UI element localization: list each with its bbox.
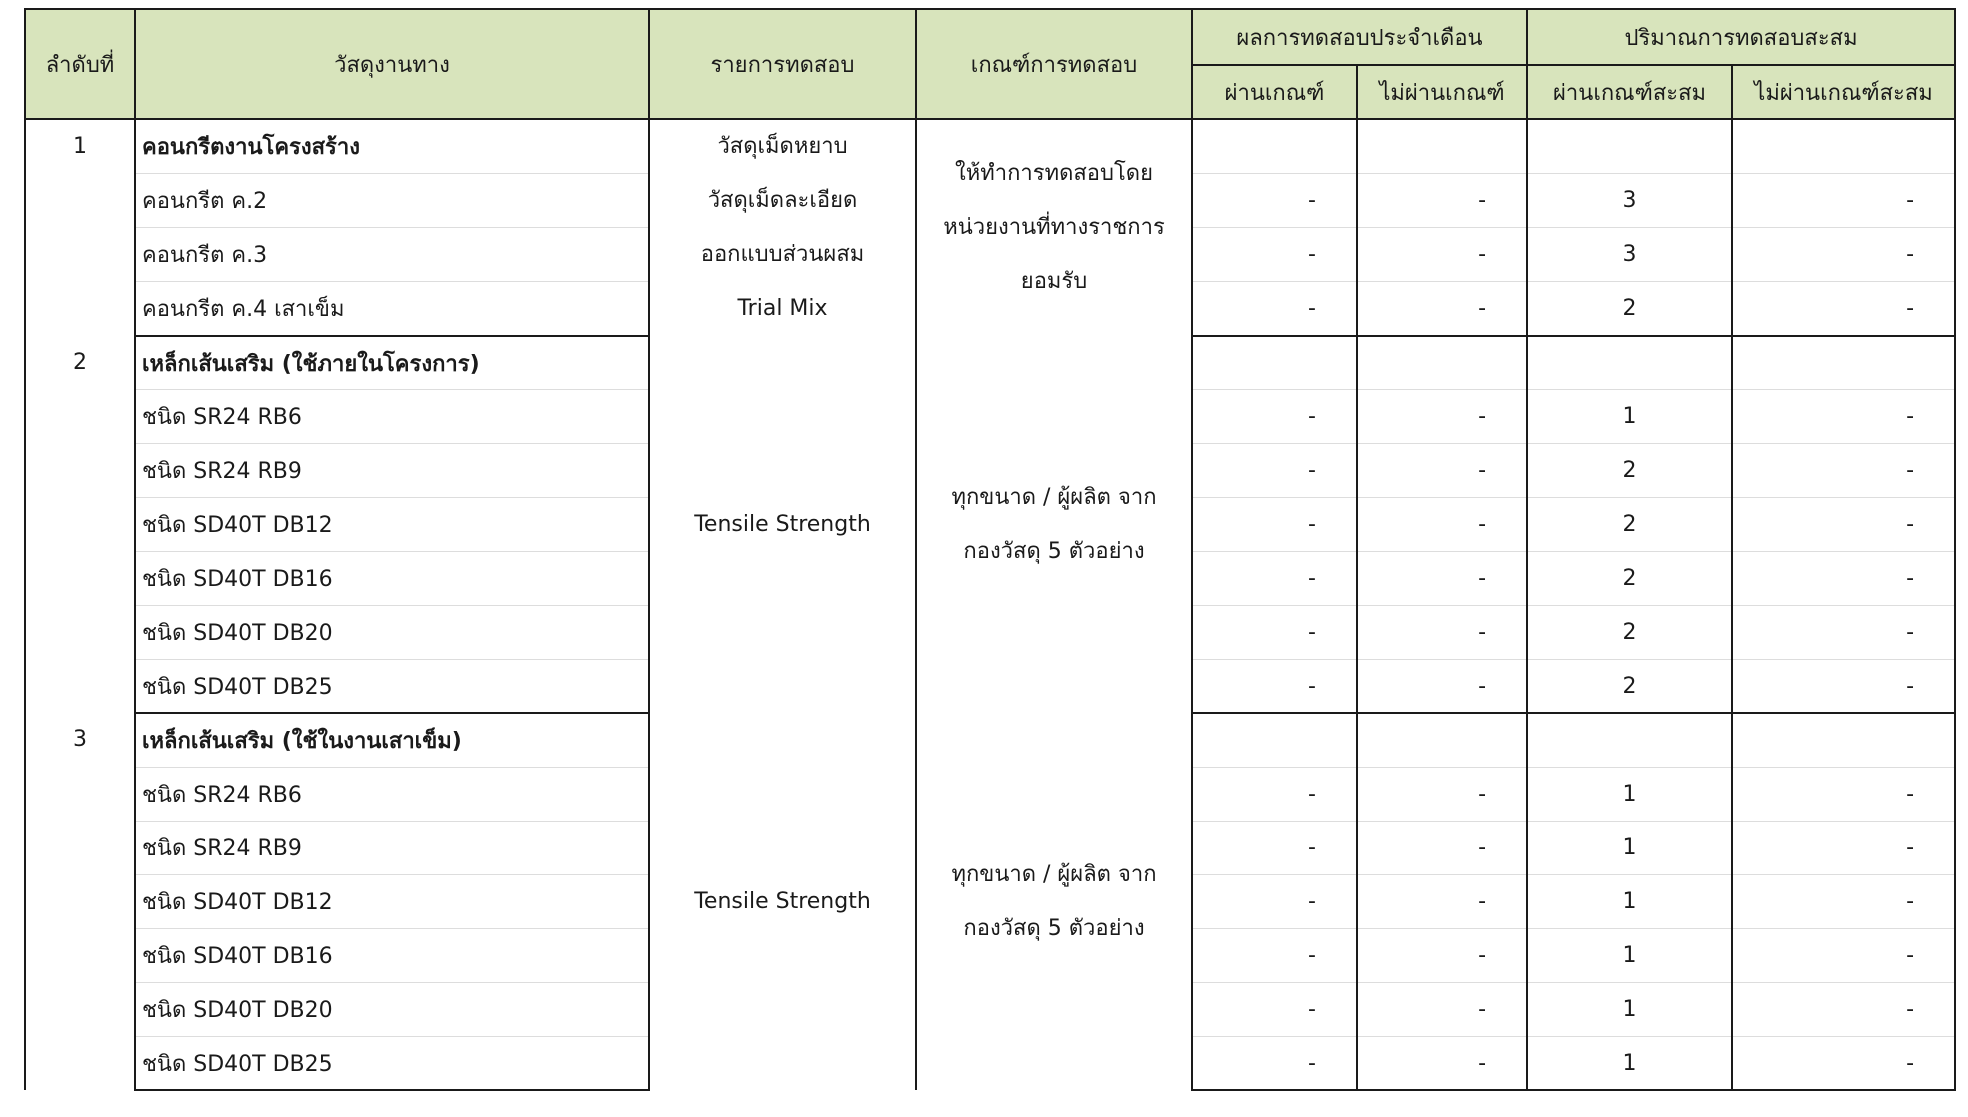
monthly-pass: - bbox=[1192, 282, 1357, 336]
criteria-line: หน่วยงานที่ทางราชการ bbox=[943, 215, 1165, 240]
test-line: Trial Mix bbox=[737, 296, 828, 321]
header-monthly-fail: ไม่ผ่านเกณฑ์ bbox=[1357, 65, 1527, 119]
cumulative-pass: 1 bbox=[1527, 767, 1732, 821]
monthly-fail: - bbox=[1357, 767, 1527, 821]
cumulative-pass: 2 bbox=[1527, 552, 1732, 606]
cumulative-fail: - bbox=[1732, 659, 1955, 713]
test-results-table bbox=[24, 8, 1956, 1091]
monthly-fail: - bbox=[1357, 228, 1527, 282]
criteria-cell bbox=[916, 119, 1192, 336]
monthly-pass: - bbox=[1192, 767, 1357, 821]
criteria-cell bbox=[916, 336, 1192, 713]
material-name: ชนิด SD40T DB20 bbox=[135, 605, 649, 659]
cumulative-pass: 1 bbox=[1527, 875, 1732, 929]
header-material: วัสดุงานทาง bbox=[135, 9, 649, 119]
monthly-fail: - bbox=[1357, 282, 1527, 336]
criteria-line: ให้ทำการทดสอบโดย bbox=[955, 161, 1153, 186]
cumulative-pass: 1 bbox=[1527, 1037, 1732, 1091]
header-cumulative-pass: ผ่านเกณฑ์สะสม bbox=[1527, 65, 1732, 119]
monthly-fail: - bbox=[1357, 821, 1527, 875]
monthly-fail: - bbox=[1357, 605, 1527, 659]
monthly-pass: - bbox=[1192, 173, 1357, 227]
material-name: ชนิด SD40T DB16 bbox=[135, 552, 649, 606]
group-title: คอนกรีตงานโครงสร้าง bbox=[135, 119, 649, 173]
cumulative-fail: - bbox=[1732, 552, 1955, 606]
cumulative-fail: - bbox=[1732, 983, 1955, 1037]
cumulative-pass: 2 bbox=[1527, 659, 1732, 713]
criteria-cell bbox=[916, 713, 1192, 1090]
monthly-pass: - bbox=[1192, 1037, 1357, 1091]
group-title-row bbox=[25, 713, 1955, 767]
group-title-row bbox=[25, 119, 1955, 173]
header-criteria: เกณฑ์การทดสอบ bbox=[916, 9, 1192, 119]
header-no: ลำดับที่ bbox=[25, 9, 135, 119]
monthly-fail: - bbox=[1357, 498, 1527, 552]
cumulative-fail: - bbox=[1732, 390, 1955, 444]
cumulative-fail: - bbox=[1732, 1037, 1955, 1091]
monthly-pass: - bbox=[1192, 228, 1357, 282]
monthly-pass: - bbox=[1192, 552, 1357, 606]
monthly-fail: - bbox=[1357, 659, 1527, 713]
cumulative-fail: - bbox=[1732, 444, 1955, 498]
monthly-pass: - bbox=[1192, 390, 1357, 444]
monthly-fail: - bbox=[1357, 444, 1527, 498]
material-name: ชนิด SD40T DB12 bbox=[135, 875, 649, 929]
material-name: ชนิด SD40T DB12 bbox=[135, 498, 649, 552]
group-number: 3 bbox=[25, 713, 135, 1090]
criteria-line: กองวัสดุ 5 ตัวอย่าง bbox=[963, 915, 1145, 941]
monthly-fail: - bbox=[1357, 390, 1527, 444]
test-item: Tensile Strength bbox=[649, 336, 916, 713]
cumulative-pass: 2 bbox=[1527, 605, 1732, 659]
cumulative-pass: 1 bbox=[1527, 821, 1732, 875]
cumulative-pass: 2 bbox=[1527, 498, 1732, 552]
group-title: เหล็กเส้นเสริม (ใช้ในงานเสาเข็ม) bbox=[135, 713, 649, 767]
material-name: ชนิด SR24 RB9 bbox=[135, 821, 649, 875]
criteria-line: ทุกขนาด / ผู้ผลิต จาก bbox=[951, 861, 1157, 887]
group-title-row bbox=[25, 336, 1955, 390]
material-name: คอนกรีต ค.2 bbox=[135, 173, 649, 227]
material-name: ชนิด SD40T DB16 bbox=[135, 929, 649, 983]
test-item: Tensile Strength bbox=[649, 713, 916, 1090]
monthly-pass: - bbox=[1192, 875, 1357, 929]
cumulative-fail: - bbox=[1732, 875, 1955, 929]
criteria-line: ทุกขนาด / ผู้ผลิต จาก bbox=[951, 484, 1157, 510]
material-name: คอนกรีต ค.3 bbox=[135, 228, 649, 282]
group-concrete bbox=[25, 119, 1955, 336]
header-monthly-pass: ผ่านเกณฑ์ bbox=[1192, 65, 1357, 119]
monthly-pass: - bbox=[1192, 498, 1357, 552]
cumulative-fail: - bbox=[1732, 929, 1955, 983]
header-cumulative-fail: ไม่ผ่านเกณฑ์สะสม bbox=[1732, 65, 1955, 119]
material-name: ชนิด SD40T DB25 bbox=[135, 659, 649, 713]
cumulative-pass: 3 bbox=[1527, 228, 1732, 282]
monthly-pass: - bbox=[1192, 983, 1357, 1037]
header-test: รายการทดสอบ bbox=[649, 9, 916, 119]
monthly-fail: - bbox=[1357, 983, 1527, 1037]
material-name: ชนิด SR24 RB9 bbox=[135, 444, 649, 498]
header-cumulative: ปริมาณการทดสอบสะสม bbox=[1527, 9, 1955, 65]
monthly-pass: - bbox=[1192, 929, 1357, 983]
cumulative-fail: - bbox=[1732, 282, 1955, 336]
cumulative-pass: 2 bbox=[1527, 444, 1732, 498]
group-number: 2 bbox=[25, 336, 135, 713]
cumulative-fail: - bbox=[1732, 498, 1955, 552]
cumulative-pass: 1 bbox=[1527, 929, 1732, 983]
monthly-fail: - bbox=[1357, 173, 1527, 227]
material-name: คอนกรีต ค.4 เสาเข็ม bbox=[135, 282, 649, 336]
test-line: วัสดุเม็ดหยาบ bbox=[717, 134, 848, 159]
group-rebar-pile bbox=[25, 713, 1955, 1090]
material-name: ชนิด SD40T DB25 bbox=[135, 1037, 649, 1091]
cumulative-pass: 1 bbox=[1527, 390, 1732, 444]
test-line: ออกแบบส่วนผสม bbox=[700, 242, 865, 267]
material-name: ชนิด SR24 RB6 bbox=[135, 390, 649, 444]
material-name: ชนิด SR24 RB6 bbox=[135, 767, 649, 821]
cumulative-fail: - bbox=[1732, 767, 1955, 821]
monthly-fail: - bbox=[1357, 875, 1527, 929]
cumulative-fail: - bbox=[1732, 605, 1955, 659]
monthly-pass: - bbox=[1192, 659, 1357, 713]
cumulative-pass: 2 bbox=[1527, 282, 1732, 336]
test-line: วัสดุเม็ดละเอียด bbox=[707, 188, 858, 213]
cumulative-fail: - bbox=[1732, 821, 1955, 875]
cumulative-pass: 3 bbox=[1527, 173, 1732, 227]
monthly-fail: - bbox=[1357, 1037, 1527, 1091]
cumulative-fail: - bbox=[1732, 173, 1955, 227]
monthly-pass: - bbox=[1192, 444, 1357, 498]
group-number: 1 bbox=[25, 119, 135, 336]
monthly-pass: - bbox=[1192, 821, 1357, 875]
monthly-pass: - bbox=[1192, 605, 1357, 659]
test-item-cell bbox=[649, 119, 916, 336]
group-title: เหล็กเส้นเสริม (ใช้ภายในโครงการ) bbox=[135, 336, 649, 390]
monthly-fail: - bbox=[1357, 552, 1527, 606]
cumulative-fail: - bbox=[1732, 228, 1955, 282]
material-name: ชนิด SD40T DB20 bbox=[135, 983, 649, 1037]
cumulative-pass: 1 bbox=[1527, 983, 1732, 1037]
header-monthly-results: ผลการทดสอบประจำเดือน bbox=[1192, 9, 1527, 65]
criteria-line: กองวัสดุ 5 ตัวอย่าง bbox=[963, 538, 1145, 564]
group-rebar-project bbox=[25, 336, 1955, 713]
monthly-fail: - bbox=[1357, 929, 1527, 983]
criteria-line: ยอมรับ bbox=[1020, 269, 1088, 294]
